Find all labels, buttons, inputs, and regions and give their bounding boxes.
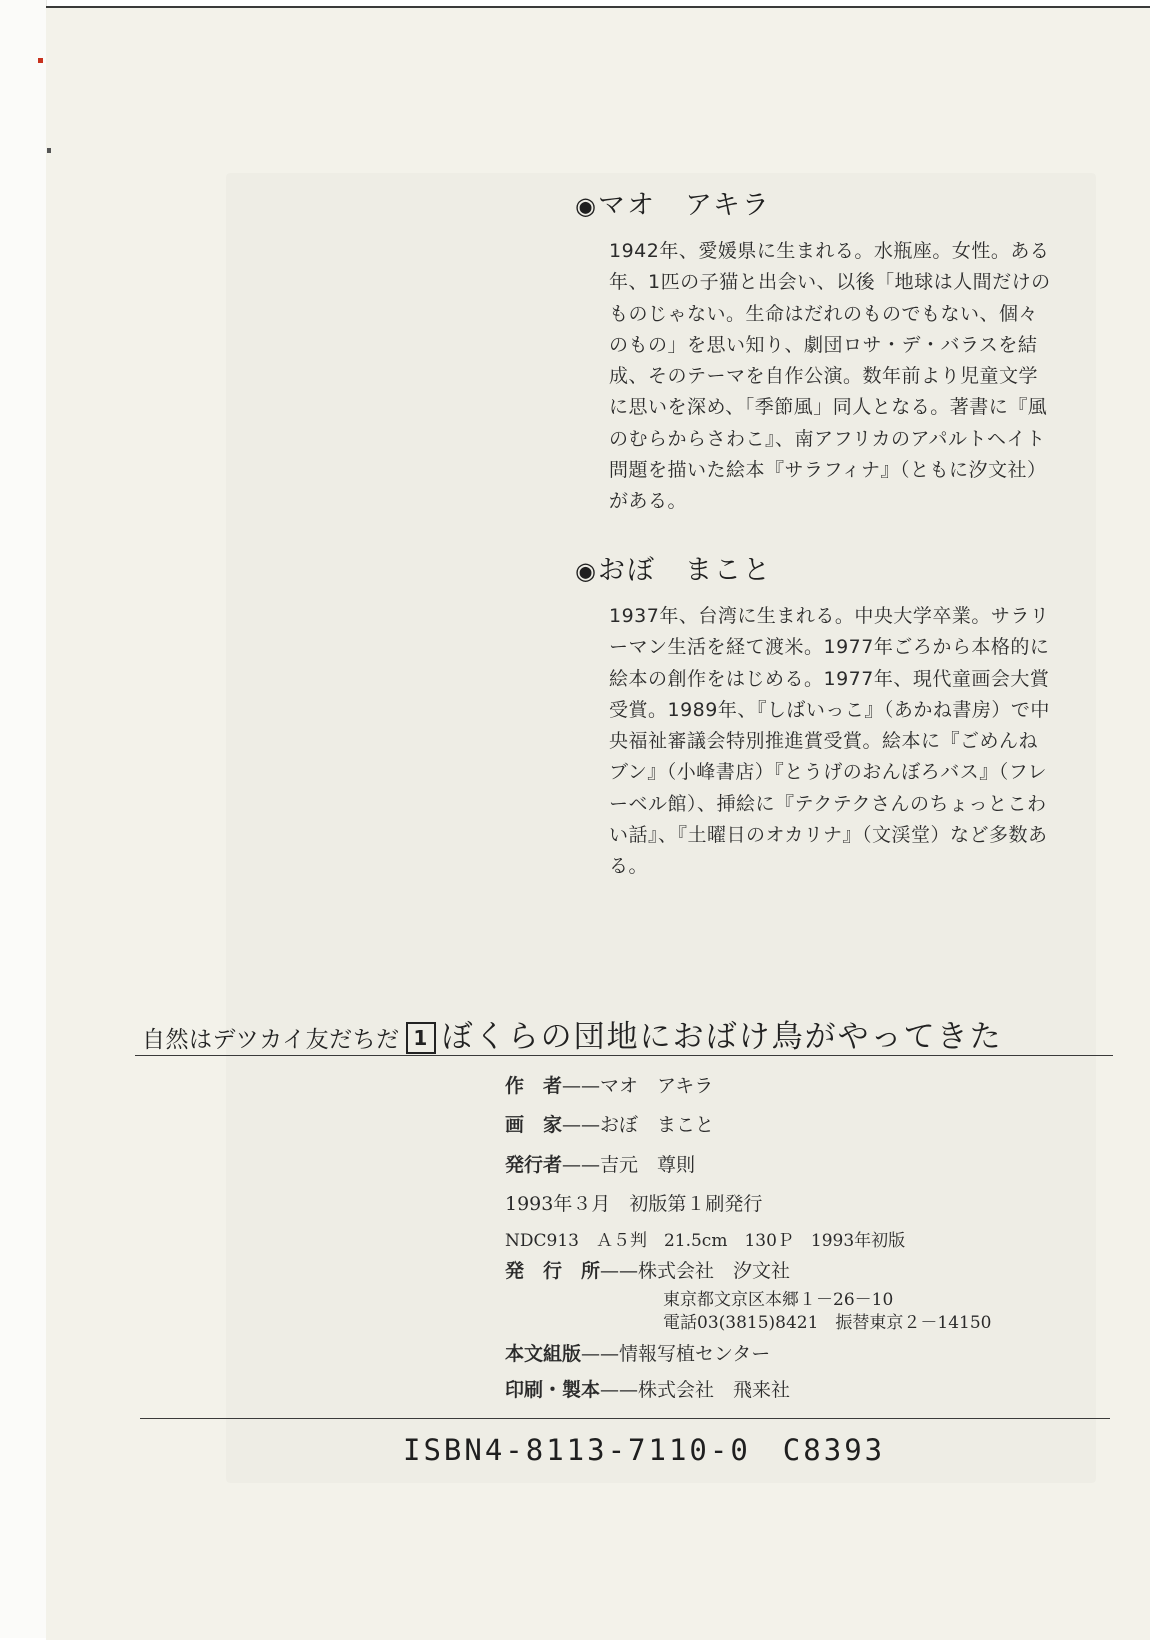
- publisher-person-label: 発行者: [505, 1154, 563, 1176]
- typesetting-value: 情報写植センター: [619, 1343, 771, 1365]
- divider: [140, 1418, 1110, 1419]
- book-title-line: [142, 1011, 1003, 1056]
- spec-row: NDC913 Ａ５判 21.5cm 130Ｐ 1993年初版: [505, 1231, 906, 1251]
- page-edge: [0, 0, 47, 1638]
- edition-row: 1993年３月 初版第１刷発行: [505, 1193, 763, 1215]
- author-bio-text: 1942年、愛媛県に生まれる。水瓶座。女性。ある年、1匹の子猫と出会い、以後「地球は人間だけのものじゃない。生命はだれのものでもない、個々のもの」を思い知り、劇団ロサ・デ・バラスを結成、そのテーマを自作公演。数年前より児童文学に思いを深め、「季節風」同人となる。著書に『風のむらからさわこ』、南アフリカのアパルトヘイト問題を描いた絵本『サラフィナ』（ともに汐文社）がある。: [609, 240, 1051, 513]
- typesetting-label: 本文組版: [505, 1343, 582, 1365]
- printing-row: 印刷・製本——株式会社 飛来社: [505, 1379, 791, 1401]
- isbn: ISBN4-8113-7110-0 C8393: [403, 1433, 886, 1467]
- bullet-icon: ◉: [575, 557, 598, 585]
- typesetting-row: 本文組版——情報写植センター: [505, 1343, 771, 1365]
- printing-label: 印刷・製本: [505, 1379, 601, 1401]
- author-bio: [575, 183, 1055, 518]
- author-label: 作 者: [505, 1075, 563, 1097]
- series-name: 自然はデツカイ友だちだ: [142, 1027, 400, 1053]
- bullet-icon: ◉: [575, 192, 598, 220]
- artist-bio-heading: [575, 548, 1055, 587]
- publisher-label: 発 行 所: [505, 1260, 601, 1282]
- publisher-value: 株式会社 汐文社: [638, 1260, 791, 1282]
- volume-number: 1: [406, 1022, 436, 1054]
- phone: 電話03(3815)8421 振替東京２－14150: [663, 1313, 992, 1333]
- publisher-person-value: 吉元 尊則: [600, 1154, 696, 1176]
- artist-bio: [575, 548, 1055, 883]
- publisher-person-row: 発行者——吉元 尊則: [505, 1154, 696, 1176]
- artist-row: 画 家——おぼ まこと: [505, 1114, 715, 1136]
- publisher-row: 発 行 所——株式会社 汐文社: [505, 1260, 791, 1282]
- author-value: マオ アキラ: [600, 1075, 714, 1097]
- author-name: マオ アキラ: [597, 190, 771, 221]
- divider: [135, 1055, 1113, 1056]
- artist-value: おぼ まこと: [600, 1114, 715, 1136]
- artist-label: 画 家: [505, 1114, 563, 1136]
- address: 東京都文京区本郷１－26－10: [663, 1290, 894, 1310]
- edge-mark: [38, 58, 43, 63]
- author-bio-heading: [575, 183, 1055, 222]
- author-row: 作 者——マオ アキラ: [505, 1075, 714, 1097]
- edge-mark-dark: [47, 148, 51, 153]
- artist-name: おぼ まこと: [597, 555, 772, 586]
- artist-bio-text: 1937年、台湾に生まれる。中央大学卒業。サラリーマン生活を経て渡米。1977年ごろから本格的に絵本の創作をはじめる。1977年、現代童画会大賞受賞。1989年、『しばいっこ』（あかね書房）で中央福祉審議会特別推進賞受賞。絵本に『ごめんねブン』（小峰書店）『とうげのおんぼろバス』（フレーベル館）、挿絵に『テクテクさんのちょっとこわい話』、『土曜日のオカリナ』（文渓堂）など多数ある。: [609, 605, 1050, 878]
- book-title: ぼくらの団地におばけ鳥がやってきた: [441, 1019, 1003, 1055]
- printing-value: 株式会社 飛来社: [638, 1379, 791, 1401]
